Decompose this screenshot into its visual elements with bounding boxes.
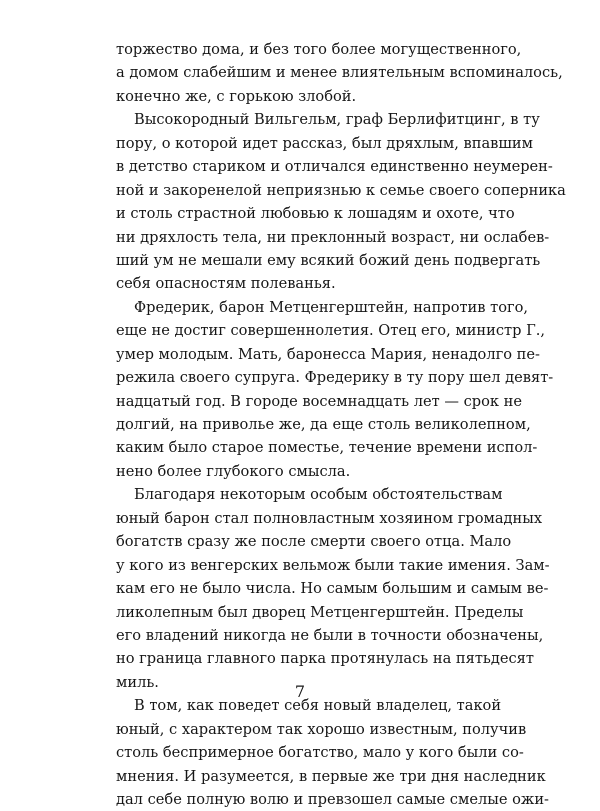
text-line: у кого из венгерских вельмож были такие имения. Зам- bbox=[116, 556, 550, 574]
text-line: каким было старое поместье, течение времени испол- bbox=[116, 439, 538, 457]
text-line: миль. bbox=[116, 673, 159, 691]
text-line: долгий, на приволье же, да еще столь великолепном, bbox=[116, 416, 531, 433]
text-line: дал себе полную волю и превзошел самые смелые ожи- bbox=[116, 791, 549, 808]
paragraph bbox=[116, 108, 566, 296]
text-line: торжество дома, и без того более могущественного, bbox=[116, 41, 522, 58]
page-number: 7 bbox=[294, 682, 306, 701]
paragraph bbox=[116, 296, 554, 484]
text-line: Фредерик, барон Метценгерштейн, напротив того, bbox=[134, 298, 529, 316]
paragraph bbox=[116, 38, 563, 108]
paragraph bbox=[116, 483, 550, 694]
text-line: конечно же, с горькою злобой. bbox=[116, 87, 357, 105]
text-line: его владений никогда не были в точности обозначены, bbox=[116, 626, 544, 644]
text-line: а домом слабейшим и менее влиятельным вспоминалось, bbox=[116, 64, 563, 82]
text-line: столь беспримерное богатство, мало у кого были со- bbox=[116, 744, 524, 762]
text-line: и столь страстной любовью к лошадям и охоте, что bbox=[116, 205, 515, 223]
text-line: умер молодым. Мать, баронесса Мария, ненадолго пе- bbox=[116, 345, 540, 363]
text-line: ликолепным был дворец Метценгерштейн. Пределы bbox=[116, 603, 524, 621]
text-line: ший ум не мешали ему всякий божий день подвергать bbox=[116, 251, 541, 269]
text-line: в детство стариком и отличался единственно неумерен- bbox=[116, 158, 553, 176]
text-line: себя опасностям полеванья. bbox=[116, 275, 336, 293]
text-line: надцатый год. В городе восемнадцать лет — срок не bbox=[116, 392, 523, 410]
text-line: режила своего супруга. Фредерику в ту пору шел девят- bbox=[116, 369, 554, 387]
text-line: Высокородный Вильгельм, граф Берлифитцинг, в ту bbox=[134, 111, 540, 129]
text-line: еще не достиг совершеннолетия. Отец его, министр Г., bbox=[116, 322, 546, 340]
text-line: но граница главного парка протянулась на пятьдесят bbox=[116, 650, 534, 668]
text-line: ной и закоренелой неприязнью к семье своего соперника bbox=[116, 181, 566, 199]
text-line: нено более глубокого смысла. bbox=[116, 462, 351, 480]
text-line: богатств сразу же после смерти своего отца. Мало bbox=[116, 533, 512, 551]
paragraph bbox=[116, 694, 549, 811]
text-line: В том, как поведет себя новый владелец, такой bbox=[134, 697, 502, 715]
text-line: пору, о которой идет рассказ, был дряхлым, впавшим bbox=[116, 134, 534, 152]
text-line: мнения. И разумеется, в первые же три дня наследник bbox=[116, 767, 546, 785]
text-line: юный, с характером так хорошо известным, получив bbox=[116, 720, 527, 738]
text-line: ни дряхлость тела, ни преклонный возраст, ни ослабев- bbox=[116, 228, 550, 246]
text-line: юный барон стал полновластным хозяином громадных bbox=[116, 509, 543, 527]
text-line: Благодаря некоторым особым обстоятельствам bbox=[134, 486, 503, 504]
text-line: кам его не было числа. Но самым большим и самым ве- bbox=[116, 580, 549, 598]
